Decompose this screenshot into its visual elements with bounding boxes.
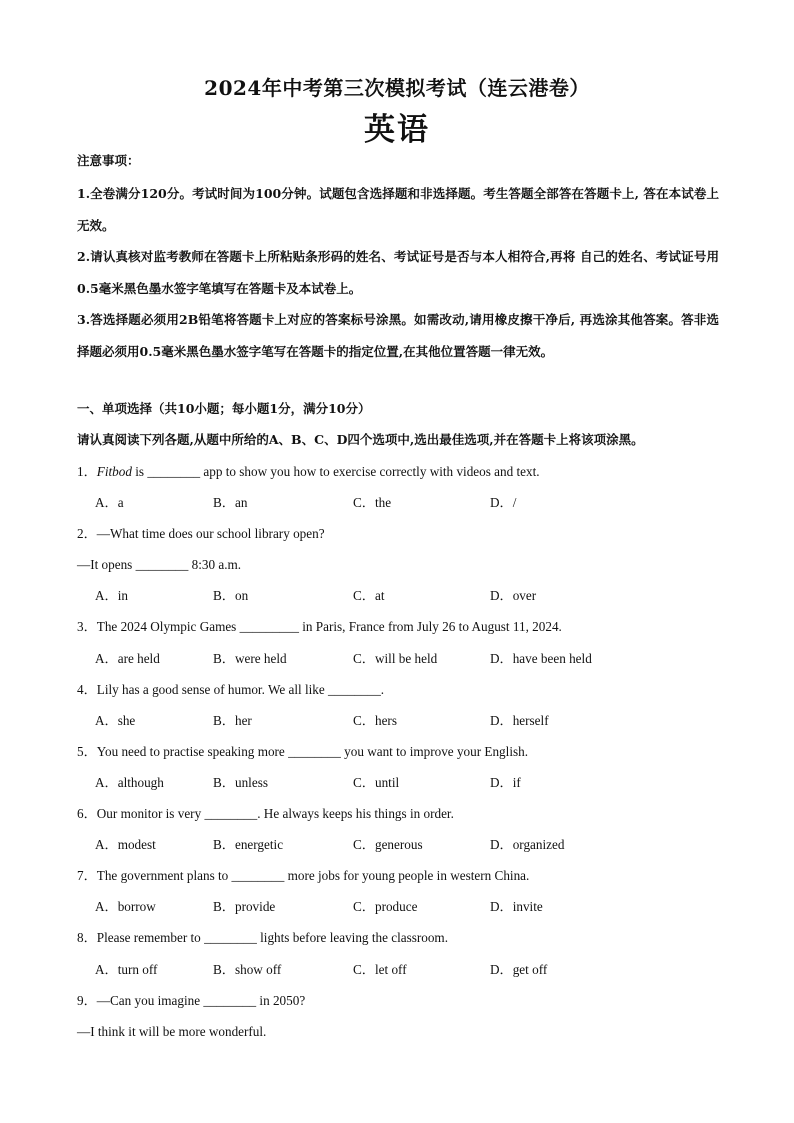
question-stem xyxy=(77,865,737,896)
option-c: C．the xyxy=(353,495,392,511)
option-b: B．on xyxy=(213,588,249,604)
option-row xyxy=(77,896,737,927)
question-text: is ________ app to show you how to exercise correctly with videos and text. xyxy=(131,464,540,479)
option-b: B．an xyxy=(213,495,248,511)
option-b: B．provide xyxy=(213,899,276,915)
question-number: 1． xyxy=(77,464,97,479)
option-c: C．let off xyxy=(353,961,407,977)
question-number: 5． xyxy=(77,743,97,759)
question-stem xyxy=(77,990,737,1021)
question-response: —I think it will be more wonderful. xyxy=(77,1023,267,1039)
question-stem xyxy=(77,803,737,834)
option-d: D．organized xyxy=(490,837,565,853)
question-number: 6． xyxy=(77,806,97,822)
question-text: —Can you imagine ________ in 2050? xyxy=(96,992,306,1008)
exam-title: 2024年中考第三次模拟考试（连云港卷） xyxy=(204,76,590,100)
option-b: B．unless xyxy=(213,774,268,790)
option-b: B．were held xyxy=(213,650,287,666)
notice-item: 1.全卷满分120分。考试时间为100分钟。试题包含选择题和非选择题。考生答题全部答在答题卡上, 答在本试卷上无效。 xyxy=(77,186,719,233)
option-row xyxy=(77,834,737,865)
question-stem xyxy=(77,461,737,492)
question-stem xyxy=(77,741,737,772)
option-row xyxy=(77,492,737,523)
option-c: C．produce xyxy=(353,899,418,915)
option-a: A．turn off xyxy=(95,961,158,977)
question-number: 8． xyxy=(77,930,97,946)
question-number: 7． xyxy=(77,868,97,884)
option-c: C．at xyxy=(353,588,385,604)
question-list xyxy=(77,461,737,1052)
notice-list xyxy=(77,178,719,367)
option-d: D．get off xyxy=(490,961,548,977)
option-a: A．modest xyxy=(95,837,156,853)
option-a: A．in xyxy=(95,588,128,604)
option-row xyxy=(77,648,737,679)
option-c: C．generous xyxy=(353,837,423,853)
question-stem xyxy=(77,679,737,710)
option-b: B．her xyxy=(213,712,252,728)
notice-heading: 注意事项： xyxy=(77,153,140,168)
option-row xyxy=(77,959,737,990)
section-instruction: 请认真阅读下列各题,从题中所给的A、B、C、D四个选项中,选出最佳选项,并在答题卡上将该项涂黑。 xyxy=(77,432,644,447)
notice-item: 3.答选择题必须用2B铅笔将答题卡上对应的答案标号涂黑。如需改动,请用橡皮擦干净后, 再选涂其他答案。答非选择题必须用0.5毫米黑色墨水签字笔写在答题卡的指定位置,在其他位置答题一律无效。 xyxy=(77,312,719,359)
option-d: D．over xyxy=(490,588,537,604)
option-c: C．until xyxy=(353,774,400,790)
notice-item: 2.请认真核对监考教师在答题卡上所粘贴条形码的姓名、考试证号是否与本人相符合,再将 自己的姓名、考试证号用0.5毫米黑色墨水签字笔填写在答题卡及本试卷上。 xyxy=(77,249,719,296)
option-row xyxy=(77,710,737,741)
option-d: D．have been held xyxy=(490,650,592,666)
option-a: A．are held xyxy=(95,650,160,666)
option-a: A．a xyxy=(95,495,124,511)
question-number: 9． xyxy=(77,992,97,1008)
question-text: —What time does our school library open? xyxy=(96,526,325,542)
option-a: A．she xyxy=(95,712,136,728)
question-number: 2． xyxy=(77,526,97,542)
question-stem xyxy=(77,616,737,647)
option-a: A．although xyxy=(95,774,164,790)
question-text: Please remember to ________ lights before leaving the classroom. xyxy=(96,930,448,946)
option-a: A．borrow xyxy=(95,899,156,915)
subject-title: 英语 xyxy=(364,112,430,148)
option-d: D．herself xyxy=(490,712,549,728)
option-row xyxy=(77,585,737,616)
option-d: D．invite xyxy=(490,899,543,915)
option-b: B．show off xyxy=(213,961,282,977)
question-stem xyxy=(77,523,737,554)
question-number: 3． xyxy=(77,619,97,635)
option-c: C．hers xyxy=(353,712,397,728)
section-title: 一、单项选择（共10小题；每小题1分，满分10分） xyxy=(77,401,371,416)
option-b: B．energetic xyxy=(213,837,284,853)
app-name: Fitbod xyxy=(96,464,132,479)
question-text: The 2024 Olympic Games _________ in Paris, France from July 26 to August 11, 2024. xyxy=(96,619,562,635)
question-text: Our monitor is very ________. He always keeps his things in order. xyxy=(96,806,454,822)
question-text: You need to practise speaking more ________ you want to improve your English. xyxy=(96,743,529,759)
question-response: —It opens ________ 8:30 a.m. xyxy=(77,557,242,573)
question-text: The government plans to ________ more jobs for young people in western China. xyxy=(96,868,530,884)
question-text: Lily has a good sense of humor. We all like ________. xyxy=(96,681,385,697)
option-d: D．if xyxy=(490,774,521,790)
option-c: C．will be held xyxy=(353,650,438,666)
question-number: 4． xyxy=(77,681,97,697)
option-d: D．/ xyxy=(490,495,517,511)
question-stem xyxy=(77,927,737,958)
option-row xyxy=(77,772,737,803)
